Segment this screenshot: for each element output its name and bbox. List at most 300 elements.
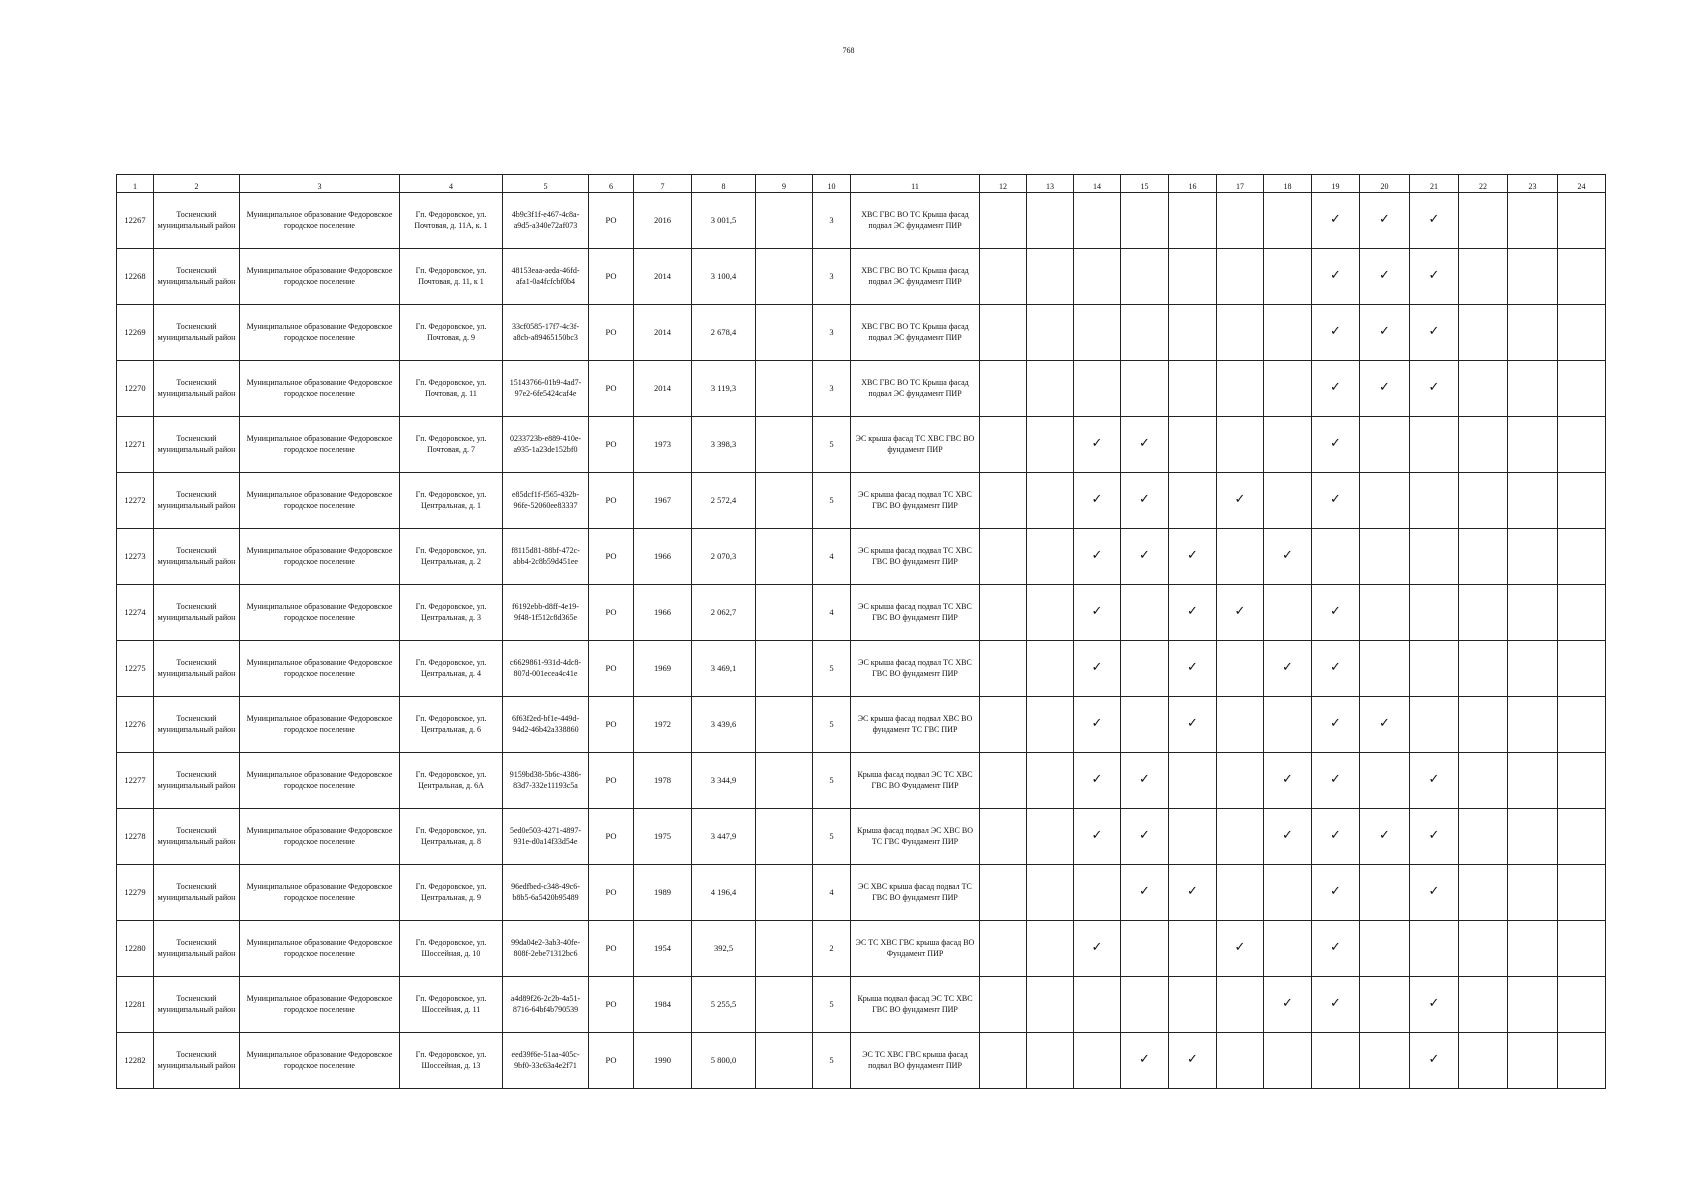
area-cell: 392,5: [692, 921, 756, 977]
address-cell: Гп. Федоровское, ул. Центральная, д. 9: [400, 865, 503, 921]
col19-cell: [1312, 753, 1360, 809]
type-cell: РО: [589, 193, 634, 249]
col10-cell: 5: [813, 697, 851, 753]
check-mark-icon: ✓: [1428, 1052, 1440, 1068]
col15-cell: [1121, 417, 1169, 473]
address-cell: Гп. Федоровское, ул. Центральная, д. 6А: [400, 753, 503, 809]
column-header-4: 4: [400, 175, 503, 193]
col16-cell: [1169, 641, 1217, 697]
col9-cell: [756, 417, 813, 473]
area-cell: 3 100,4: [692, 249, 756, 305]
col24-cell: [1558, 473, 1606, 529]
col10-cell: 3: [813, 249, 851, 305]
district-cell: Тосненский муниципальный район: [154, 473, 240, 529]
area-cell: 3 119,3: [692, 361, 756, 417]
col13-cell: [1027, 865, 1074, 921]
check-mark-icon: ✓: [1234, 604, 1246, 620]
col20-cell: [1360, 753, 1410, 809]
col15-cell: [1121, 1033, 1169, 1089]
check-mark-icon: ✓: [1330, 828, 1341, 844]
col22-cell: [1459, 921, 1508, 977]
col9-cell: [756, 1033, 813, 1089]
col12-cell: [980, 529, 1027, 585]
col15-cell: [1121, 865, 1169, 921]
table-body: [117, 193, 1606, 1089]
col9-cell: [756, 865, 813, 921]
col10-cell: 5: [813, 641, 851, 697]
municipality-cell: Муниципальное образование Федоровское городское поселение: [240, 585, 400, 641]
check-mark-icon: ✓: [1282, 548, 1293, 564]
check-mark-icon: ✓: [1187, 660, 1198, 676]
table-row: [117, 641, 1606, 697]
check-mark-icon: ✓: [1187, 604, 1198, 620]
col19-cell: [1312, 361, 1360, 417]
col13-cell: [1027, 753, 1074, 809]
col23-cell: [1508, 361, 1558, 417]
municipality-cell: Муниципальное образование Федоровское городское поселение: [240, 641, 400, 697]
row-id: 12272: [117, 473, 154, 529]
check-mark-icon: ✓: [1428, 772, 1440, 788]
col13-cell: [1027, 417, 1074, 473]
district-cell: Тосненский муниципальный район: [154, 585, 240, 641]
works-cell: ЭС крыша фасад ТС ХВС ГВС ВО фундамент ПИР: [851, 417, 980, 473]
col12-cell: [980, 921, 1027, 977]
column-header-15: 15: [1121, 175, 1169, 193]
guid-cell: 5ed0e503-4271-4897-931e-d0a14f33d54e: [503, 809, 589, 865]
row-id: 12271: [117, 417, 154, 473]
col15-cell: [1121, 361, 1169, 417]
check-mark-icon: ✓: [1379, 380, 1390, 396]
check-mark-icon: ✓: [1330, 604, 1341, 620]
col12-cell: [980, 977, 1027, 1033]
col12-cell: [980, 361, 1027, 417]
col16-cell: [1169, 529, 1217, 585]
col12-cell: [980, 697, 1027, 753]
col16-cell: [1169, 249, 1217, 305]
col14-cell: [1074, 809, 1121, 865]
col24-cell: [1558, 249, 1606, 305]
col20-cell: [1360, 473, 1410, 529]
address-cell: Гп. Федоровское, ул. Центральная, д. 6: [400, 697, 503, 753]
col22-cell: [1459, 809, 1508, 865]
address-cell: Гп. Федоровское, ул. Центральная, д. 3: [400, 585, 503, 641]
check-mark-icon: ✓: [1187, 1052, 1198, 1068]
check-mark-icon: ✓: [1139, 1052, 1150, 1068]
check-mark-icon: ✓: [1139, 548, 1150, 564]
col9-cell: [756, 305, 813, 361]
area-cell: 5 800,0: [692, 1033, 756, 1089]
col17-cell: [1217, 529, 1264, 585]
check-mark-icon: ✓: [1379, 268, 1390, 284]
check-mark-icon: ✓: [1330, 996, 1341, 1012]
works-cell: ХВС ГВС ВО ТС Крыша фасад подвал ЭС фундамент ПИР: [851, 249, 980, 305]
col10-cell: 5: [813, 753, 851, 809]
check-mark-icon: ✓: [1379, 828, 1390, 844]
check-mark-icon: ✓: [1234, 940, 1246, 956]
address-cell: Гп. Федоровское, ул. Почтовая, д. 11А, к. 1: [400, 193, 503, 249]
col9-cell: [756, 641, 813, 697]
col21-cell: [1410, 193, 1459, 249]
row-id: 12280: [117, 921, 154, 977]
type-cell: РО: [589, 473, 634, 529]
municipality-cell: Муниципальное образование Федоровское городское поселение: [240, 249, 400, 305]
check-mark-icon: ✓: [1330, 212, 1341, 228]
col10-cell: 5: [813, 473, 851, 529]
address-cell: Гп. Федоровское, ул. Шоссейная, д. 10: [400, 921, 503, 977]
type-cell: РО: [589, 585, 634, 641]
col17-cell: [1217, 865, 1264, 921]
check-mark-icon: ✓: [1234, 492, 1246, 508]
municipality-cell: Муниципальное образование Федоровское городское поселение: [240, 305, 400, 361]
district-cell: Тосненский муниципальный район: [154, 249, 240, 305]
col24-cell: [1558, 809, 1606, 865]
guid-cell: 4b9c3f1f-e467-4c8a-a9d5-a340e72af073: [503, 193, 589, 249]
col24-cell: [1558, 753, 1606, 809]
col13-cell: [1027, 249, 1074, 305]
col18-cell: [1264, 809, 1312, 865]
type-cell: РО: [589, 697, 634, 753]
works-cell: ЭС крыша фасад подвал ТС ХВС ГВС ВО фундамент ПИР: [851, 641, 980, 697]
col23-cell: [1508, 641, 1558, 697]
check-mark-icon: ✓: [1091, 548, 1103, 564]
col19-cell: [1312, 865, 1360, 921]
col24-cell: [1558, 697, 1606, 753]
col21-cell: [1410, 921, 1459, 977]
municipality-cell: Муниципальное образование Федоровское городское поселение: [240, 977, 400, 1033]
col19-cell: [1312, 193, 1360, 249]
column-header-7: 7: [634, 175, 692, 193]
table-row: [117, 809, 1606, 865]
table-row: [117, 585, 1606, 641]
col20-cell: [1360, 921, 1410, 977]
check-mark-icon: ✓: [1139, 884, 1150, 900]
col24-cell: [1558, 977, 1606, 1033]
check-mark-icon: ✓: [1091, 828, 1103, 844]
district-cell: Тосненский муниципальный район: [154, 305, 240, 361]
col16-cell: [1169, 697, 1217, 753]
col18-cell: [1264, 697, 1312, 753]
table-row: [117, 1033, 1606, 1089]
col21-cell: [1410, 417, 1459, 473]
col12-cell: [980, 1033, 1027, 1089]
area-cell: 3 001,5: [692, 193, 756, 249]
col17-cell: [1217, 1033, 1264, 1089]
col24-cell: [1558, 417, 1606, 473]
guid-cell: 9159bd38-5b6c-4386-83d7-332e11193c5a: [503, 753, 589, 809]
col19-cell: [1312, 697, 1360, 753]
type-cell: РО: [589, 361, 634, 417]
col15-cell: [1121, 473, 1169, 529]
col20-cell: [1360, 417, 1410, 473]
col12-cell: [980, 473, 1027, 529]
area-cell: 2 572,4: [692, 473, 756, 529]
year-cell: 1966: [634, 585, 692, 641]
works-cell: Крыша фасад подвал ЭС ТС ХВС ГВС ВО Фундамент ПИР: [851, 753, 980, 809]
col17-cell: [1217, 921, 1264, 977]
area-cell: 2 070,3: [692, 529, 756, 585]
col16-cell: [1169, 305, 1217, 361]
col18-cell: [1264, 921, 1312, 977]
check-mark-icon: ✓: [1091, 436, 1103, 452]
check-mark-icon: ✓: [1139, 828, 1150, 844]
col13-cell: [1027, 977, 1074, 1033]
check-mark-icon: ✓: [1187, 884, 1198, 900]
year-cell: 1975: [634, 809, 692, 865]
check-mark-icon: ✓: [1091, 492, 1103, 508]
check-mark-icon: ✓: [1330, 436, 1341, 452]
col19-cell: [1312, 249, 1360, 305]
check-mark-icon: ✓: [1428, 212, 1440, 228]
col13-cell: [1027, 697, 1074, 753]
col9-cell: [756, 361, 813, 417]
column-header-13: 13: [1027, 175, 1074, 193]
check-mark-icon: ✓: [1330, 380, 1341, 396]
check-mark-icon: ✓: [1187, 716, 1198, 732]
municipality-cell: Муниципальное образование Федоровское городское поселение: [240, 921, 400, 977]
check-mark-icon: ✓: [1428, 828, 1440, 844]
row-id: 12276: [117, 697, 154, 753]
col21-cell: [1410, 361, 1459, 417]
col9-cell: [756, 921, 813, 977]
row-id: 12277: [117, 753, 154, 809]
col16-cell: [1169, 473, 1217, 529]
col21-cell: [1410, 473, 1459, 529]
col22-cell: [1459, 641, 1508, 697]
works-cell: ХВС ГВС ВО ТС Крыша фасад подвал ЭС фундамент ПИР: [851, 361, 980, 417]
check-mark-icon: ✓: [1330, 772, 1341, 788]
col18-cell: [1264, 865, 1312, 921]
col10-cell: 4: [813, 865, 851, 921]
area-cell: 2 062,7: [692, 585, 756, 641]
check-mark-icon: ✓: [1428, 268, 1440, 284]
col14-cell: [1074, 921, 1121, 977]
col22-cell: [1459, 361, 1508, 417]
column-header-11: 11: [851, 175, 980, 193]
column-header-3: 3: [240, 175, 400, 193]
col15-cell: [1121, 641, 1169, 697]
check-mark-icon: ✓: [1428, 324, 1440, 340]
column-header-14: 14: [1074, 175, 1121, 193]
col23-cell: [1508, 865, 1558, 921]
col22-cell: [1459, 473, 1508, 529]
check-mark-icon: ✓: [1428, 884, 1440, 900]
col20-cell: [1360, 529, 1410, 585]
col15-cell: [1121, 921, 1169, 977]
col16-cell: [1169, 753, 1217, 809]
year-cell: 1978: [634, 753, 692, 809]
col18-cell: [1264, 361, 1312, 417]
guid-cell: eed39f6e-51aa-405c-9bf0-33c63a4e2f71: [503, 1033, 589, 1089]
col9-cell: [756, 193, 813, 249]
col9-cell: [756, 977, 813, 1033]
col17-cell: [1217, 585, 1264, 641]
row-id: 12281: [117, 977, 154, 1033]
col24-cell: [1558, 193, 1606, 249]
column-header-5: 5: [503, 175, 589, 193]
guid-cell: 99da04e2-3ab3-40fe-808f-2ebe71312bc6: [503, 921, 589, 977]
municipality-cell: Муниципальное образование Федоровское городское поселение: [240, 529, 400, 585]
type-cell: РО: [589, 529, 634, 585]
table-row: [117, 697, 1606, 753]
col12-cell: [980, 641, 1027, 697]
municipality-cell: Муниципальное образование Федоровское городское поселение: [240, 1033, 400, 1089]
col18-cell: [1264, 473, 1312, 529]
address-cell: Гп. Федоровское, ул. Шоссейная, д. 13: [400, 1033, 503, 1089]
register-table: [116, 174, 1606, 1089]
year-cell: 2014: [634, 361, 692, 417]
municipality-cell: Муниципальное образование Федоровское городское поселение: [240, 753, 400, 809]
col18-cell: [1264, 529, 1312, 585]
municipality-cell: Муниципальное образование Федоровское городское поселение: [240, 809, 400, 865]
address-cell: Гп. Федоровское, ул. Почтовая, д. 9: [400, 305, 503, 361]
col18-cell: [1264, 417, 1312, 473]
col18-cell: [1264, 753, 1312, 809]
col23-cell: [1508, 305, 1558, 361]
col10-cell: 5: [813, 809, 851, 865]
district-cell: Тосненский муниципальный район: [154, 921, 240, 977]
district-cell: Тосненский муниципальный район: [154, 361, 240, 417]
column-header-6: 6: [589, 175, 634, 193]
col20-cell: [1360, 697, 1410, 753]
works-cell: ЭС крыша фасад подвал ХВС ВО фундамент ТС ГВС ПИР: [851, 697, 980, 753]
area-cell: 2 678,4: [692, 305, 756, 361]
col12-cell: [980, 417, 1027, 473]
check-mark-icon: ✓: [1139, 492, 1150, 508]
col9-cell: [756, 249, 813, 305]
type-cell: РО: [589, 641, 634, 697]
address-cell: Гп. Федоровское, ул. Шоссейная, д. 11: [400, 977, 503, 1033]
col18-cell: [1264, 249, 1312, 305]
col23-cell: [1508, 977, 1558, 1033]
col14-cell: [1074, 361, 1121, 417]
check-mark-icon: ✓: [1379, 716, 1390, 732]
col15-cell: [1121, 305, 1169, 361]
check-mark-icon: ✓: [1330, 324, 1341, 340]
col14-cell: [1074, 473, 1121, 529]
address-cell: Гп. Федоровское, ул. Центральная, д. 4: [400, 641, 503, 697]
col22-cell: [1459, 753, 1508, 809]
col14-cell: [1074, 193, 1121, 249]
col18-cell: [1264, 305, 1312, 361]
col24-cell: [1558, 529, 1606, 585]
check-mark-icon: ✓: [1282, 660, 1293, 676]
check-mark-icon: ✓: [1187, 548, 1198, 564]
address-cell: Гп. Федоровское, ул. Центральная, д. 8: [400, 809, 503, 865]
col21-cell: [1410, 585, 1459, 641]
col19-cell: [1312, 809, 1360, 865]
check-mark-icon: ✓: [1091, 772, 1103, 788]
col23-cell: [1508, 193, 1558, 249]
col14-cell: [1074, 249, 1121, 305]
col17-cell: [1217, 641, 1264, 697]
table-row: [117, 193, 1606, 249]
district-cell: Тосненский муниципальный район: [154, 697, 240, 753]
row-id: 12267: [117, 193, 154, 249]
col14-cell: [1074, 417, 1121, 473]
col17-cell: [1217, 417, 1264, 473]
col23-cell: [1508, 809, 1558, 865]
col10-cell: 5: [813, 1033, 851, 1089]
column-header-2: 2: [154, 175, 240, 193]
table-row: [117, 473, 1606, 529]
municipality-cell: Муниципальное образование Федоровское городское поселение: [240, 473, 400, 529]
municipality-cell: Муниципальное образование Федоровское городское поселение: [240, 361, 400, 417]
year-cell: 1967: [634, 473, 692, 529]
col21-cell: [1410, 697, 1459, 753]
col20-cell: [1360, 977, 1410, 1033]
col15-cell: [1121, 977, 1169, 1033]
table-row: [117, 977, 1606, 1033]
col13-cell: [1027, 585, 1074, 641]
district-cell: Тосненский муниципальный район: [154, 753, 240, 809]
col14-cell: [1074, 585, 1121, 641]
col21-cell: [1410, 249, 1459, 305]
col15-cell: [1121, 585, 1169, 641]
col20-cell: [1360, 809, 1410, 865]
col22-cell: [1459, 697, 1508, 753]
col17-cell: [1217, 305, 1264, 361]
col14-cell: [1074, 753, 1121, 809]
col23-cell: [1508, 697, 1558, 753]
col19-cell: [1312, 473, 1360, 529]
col16-cell: [1169, 809, 1217, 865]
col18-cell: [1264, 585, 1312, 641]
col13-cell: [1027, 641, 1074, 697]
col19-cell: [1312, 977, 1360, 1033]
col23-cell: [1508, 585, 1558, 641]
table-row: [117, 305, 1606, 361]
check-mark-icon: ✓: [1091, 660, 1103, 676]
col21-cell: [1410, 977, 1459, 1033]
col20-cell: [1360, 585, 1410, 641]
type-cell: РО: [589, 921, 634, 977]
check-mark-icon: ✓: [1282, 772, 1293, 788]
col10-cell: 5: [813, 977, 851, 1033]
row-id: 12274: [117, 585, 154, 641]
check-mark-icon: ✓: [1330, 268, 1341, 284]
column-header-16: 16: [1169, 175, 1217, 193]
check-mark-icon: ✓: [1330, 660, 1341, 676]
address-cell: Гп. Федоровское, ул. Почтовая, д. 7: [400, 417, 503, 473]
check-mark-icon: ✓: [1428, 380, 1440, 396]
col19-cell: [1312, 641, 1360, 697]
col20-cell: [1360, 865, 1410, 921]
col13-cell: [1027, 921, 1074, 977]
row-id: 12282: [117, 1033, 154, 1089]
col24-cell: [1558, 865, 1606, 921]
col13-cell: [1027, 529, 1074, 585]
row-id: 12279: [117, 865, 154, 921]
col12-cell: [980, 585, 1027, 641]
guid-cell: 96edfbed-c348-49c6-b8b5-6a5420b95489: [503, 865, 589, 921]
col13-cell: [1027, 1033, 1074, 1089]
address-cell: Гп. Федоровское, ул. Центральная, д. 2: [400, 529, 503, 585]
address-cell: Гп. Федоровское, ул. Почтовая, д. 11, к 1: [400, 249, 503, 305]
col17-cell: [1217, 697, 1264, 753]
col13-cell: [1027, 305, 1074, 361]
col12-cell: [980, 753, 1027, 809]
guid-cell: 48153eaa-aeda-46fd-afa1-0a4fcfcbf0b4: [503, 249, 589, 305]
column-header-9: 9: [756, 175, 813, 193]
col10-cell: 5: [813, 417, 851, 473]
check-mark-icon: ✓: [1330, 884, 1341, 900]
col18-cell: [1264, 977, 1312, 1033]
type-cell: РО: [589, 753, 634, 809]
col14-cell: [1074, 529, 1121, 585]
row-id: 12268: [117, 249, 154, 305]
area-cell: 3 469,1: [692, 641, 756, 697]
column-header-1: 1: [117, 175, 154, 193]
